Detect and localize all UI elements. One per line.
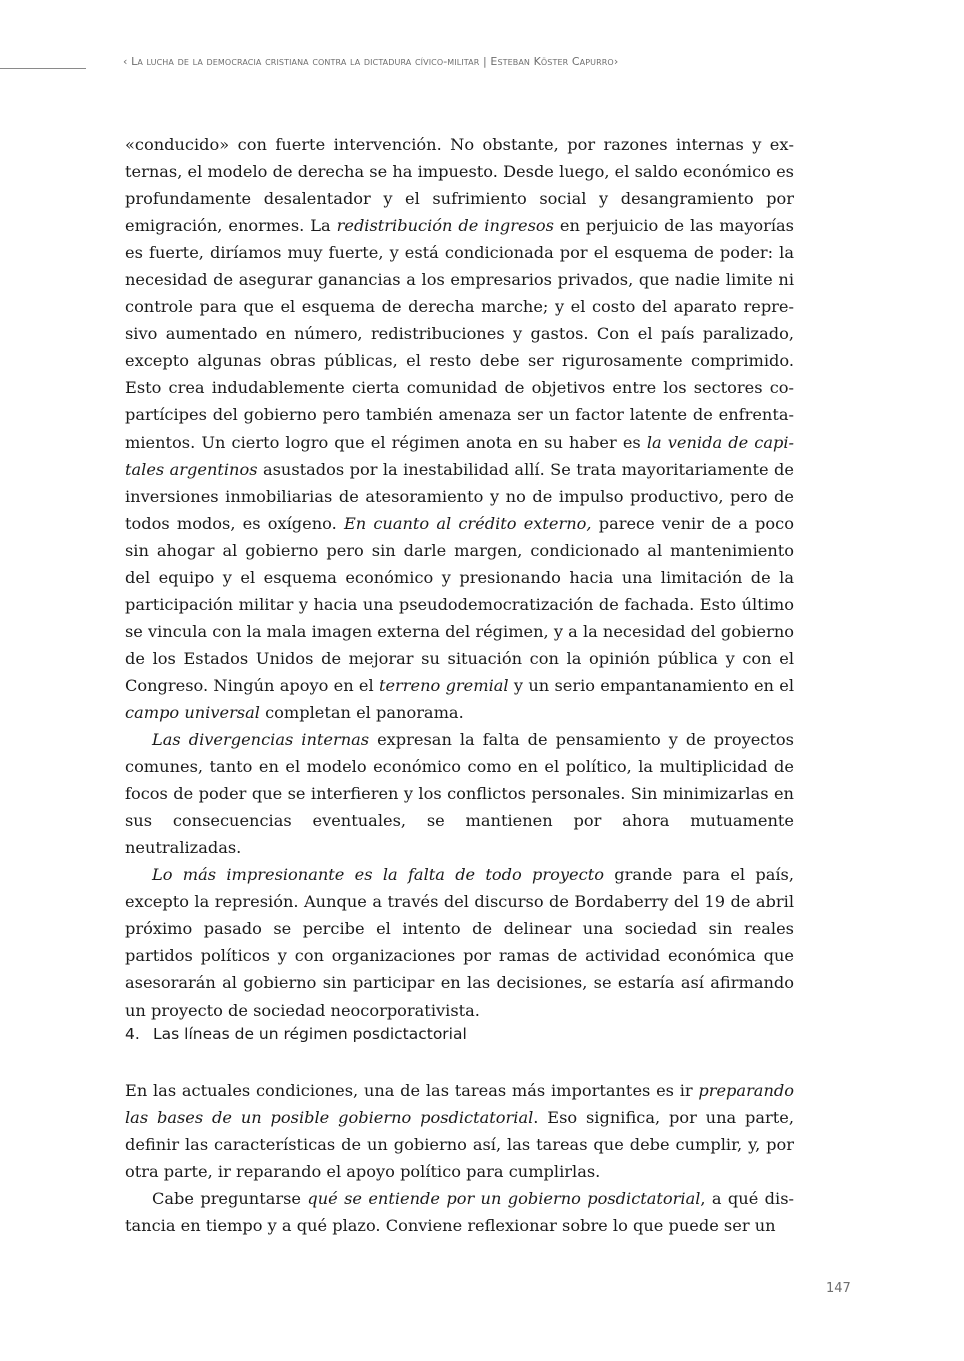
paragraph (125, 131, 794, 726)
emphasis: la venida de capitales argentinos (125, 432, 794, 479)
running-head-separator: | (479, 55, 491, 68)
text-run: Cabe preguntarse (152, 1189, 308, 1209)
paragraph (125, 1077, 794, 1185)
body-text (125, 131, 794, 1024)
emphasis: Las divergencias internas (152, 730, 370, 750)
emphasis: campo universal (125, 702, 260, 722)
header-rule (0, 68, 86, 69)
body-text-section-4 (125, 1077, 794, 1239)
text-run: grande para el país, excepto la represión. Aunque a través del discurso de Bordaberry del 19 de abril próximo pasado se percibe el intento de delinear una sociedad sin reales partidos políticos y con organizaciones por ramas de actividad económica que asesorarán al gobierno sin participar en las decisiones, se estaría así afirmando un proyecto de sociedad neocorporativista. (125, 865, 794, 1020)
running-head-close-mark: › (613, 55, 619, 68)
section-title: Las líneas de un régimen posdictactorial (153, 1025, 467, 1043)
text-run: . Eso significa, por una parte, definir las características de un gobierno así, las tareas que debe cumplir, y, por otra parte, ir reparando el apoyo político para cumplirlas. (125, 1108, 794, 1182)
page-number: 147 (826, 1281, 851, 1296)
emphasis: Lo más impresionante es la falta de todo proyecto (152, 865, 604, 885)
running-head-open-mark: ‹ (123, 55, 132, 68)
running-head-author: Esteban Köster Capurro (490, 55, 614, 68)
emphasis: En cuanto al crédito externo, (343, 513, 592, 533)
text-run: En las actuales condiciones, una de las tareas más importantes es ir (125, 1081, 699, 1100)
paragraph (125, 861, 794, 1023)
text-run: «conducido» con fuerte intervención. No obstante, por razones internas y externas, el modelo de derecha se ha impuesto. Desde luego, el saldo económico es profundamente desalentador y el sufrimiento social y desangramiento por emigración, enormes. La (125, 135, 794, 236)
emphasis: qué se entiende por un gobierno posdictatorial (307, 1189, 701, 1209)
text-run: parece venir de a poco sin ahogar al gobierno pero sin darle margen, condicionado al mantenimiento del equipo y el esquema económico y presionando hacia una limitación de la participación militar y hacia una pseudodemocratización de fachada. Esto último se vincula con la mala imagen externa del régimen, y a la necesidad del gobierno de los Estados Unidos de mejorar su situación con la opinión pública y con el Congreso. Ningún apoyo en el (125, 513, 794, 695)
text-run: en perjuicio de las mayorías es fuerte, diríamos muy fuerte, y está condicionada por el esquema de poder: la necesidad de asegurar ganancias a los empresarios privados, que nadie limite ni controle para que el esquema de derecha marche; y el costo del aparato represivo aumentado en número, redistribuciones y gastos. Con el país paralizado, excepto algunas obras públicas, el resto debe ser rigurosamente comprimido. Esto crea indudablemente cierta comunidad de objetivos entre los sectores copartícipes del gobierno pero también amenaza ser un factor latente de enfrentamientos. Un cierto logro que el régimen anota en su haber es (125, 216, 794, 452)
text-run: asustados por la inestabilidad allí. Se trata mayoritariamente de inversiones inmobiliarias de atesoramiento y no de impulso productivo, pero de todos modos, es oxígeno. (125, 459, 794, 533)
section-heading (125, 1025, 794, 1043)
paragraph (125, 726, 794, 861)
paragraph (125, 1185, 794, 1239)
text-run: completan el panorama. (259, 702, 464, 722)
text-run: y un serio empantanamiento en el (508, 675, 794, 695)
running-head (123, 55, 823, 68)
running-head-book-title: La lucha de la democracia cristiana contra la dictadura cívico-militar (131, 55, 480, 68)
text-run: expresan la falta de pensamiento y de proyectos comunes, tanto en el modelo económico como en el político, la multiplicidad de focos de poder que se interfieren y los conflictos personales. Sin minimizarlas en sus consecuencias eventuales, se mantienen por ahora mutuamente neutralizadas. (125, 730, 794, 858)
emphasis: preparando las bases de un posible gobierno posdictatorial (125, 1081, 794, 1128)
emphasis: terreno gremial (378, 675, 509, 695)
emphasis: redistribución de ingresos (336, 216, 554, 236)
section-number: 4. (125, 1025, 140, 1043)
text-run: , a qué distancia en tiempo y a qué plazo. Conviene reflexionar sobre lo que puede ser un (125, 1189, 794, 1236)
